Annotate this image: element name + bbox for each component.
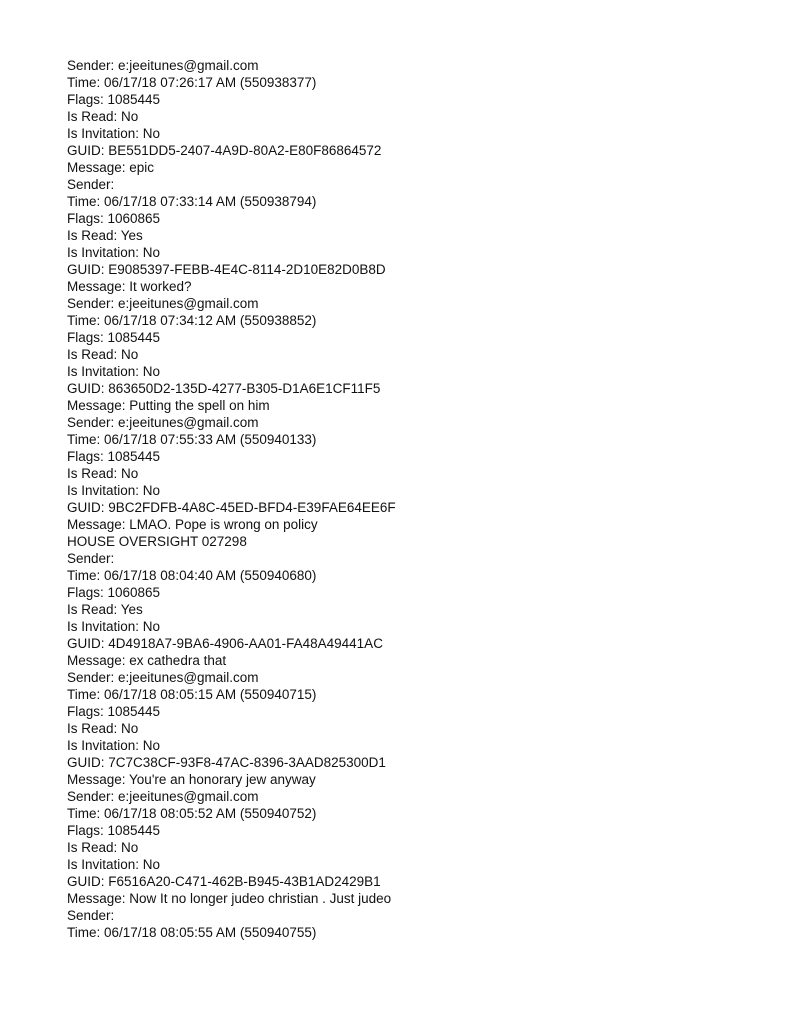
is-invitation-line: Is Invitation: No — [67, 738, 161, 753]
is-read-line: Is Read: No — [67, 466, 139, 481]
sender-line: Sender: — [67, 908, 115, 923]
sender-line: Sender: — [67, 177, 115, 192]
time-line: Time: 06/17/18 08:05:15 AM (550940715) — [67, 687, 317, 702]
is-invitation-line: Is Invitation: No — [67, 483, 161, 498]
message-line: Message: LMAO. Pope is wrong on policy — [67, 517, 318, 532]
guid-line: GUID: 9BC2FDFB-4A8C-45ED-BFD4-E39FAE64EE6F — [67, 500, 396, 515]
time-line: Time: 06/17/18 07:34:12 AM (550938852) — [67, 313, 317, 328]
is-read-line: Is Read: Yes — [67, 602, 143, 617]
guid-line: GUID: E9085397-FEBB-4E4C-8114-2D10E82D0B8D — [67, 262, 386, 277]
bates-stamp: HOUSE OVERSIGHT 027298 — [67, 534, 247, 549]
time-line: Time: 06/17/18 08:05:55 AM (550940755) — [67, 925, 317, 940]
is-invitation-line: Is Invitation: No — [67, 857, 161, 872]
is-read-line: Is Read: No — [67, 721, 139, 736]
is-invitation-line: Is Invitation: No — [67, 126, 161, 141]
sender-line: Sender: e:jeeitunes@gmail.com — [67, 58, 259, 73]
time-line: Time: 06/17/18 07:55:33 AM (550940133) — [67, 432, 317, 447]
message-line: Message: epic — [67, 160, 155, 175]
message-line: Message: It worked? — [67, 279, 192, 294]
guid-line: GUID: 863650D2-135D-4277-B305-D1A6E1CF11F5 — [67, 381, 381, 396]
message-line: Message: You're an honorary jew anyway — [67, 772, 316, 787]
is-read-line: Is Read: No — [67, 109, 139, 124]
message-line: Message: Now It no longer judeo christian . Just judeo — [67, 891, 392, 906]
time-line: Time: 06/17/18 07:33:14 AM (550938794) — [67, 194, 317, 209]
guid-line: GUID: BE551DD5-2407-4A9D-80A2-E80F86864572 — [67, 143, 382, 158]
is-read-line: Is Read: No — [67, 840, 139, 855]
message-log — [67, 57, 767, 941]
guid-line: GUID: F6516A20-C471-462B-B945-43B1AD2429B1 — [67, 874, 381, 889]
sender-line: Sender: e:jeeitunes@gmail.com — [67, 296, 259, 311]
message-line: Message: ex cathedra that — [67, 653, 227, 668]
sender-line: Sender: e:jeeitunes@gmail.com — [67, 670, 259, 685]
flags-line: Flags: 1085445 — [67, 449, 161, 464]
flags-line: Flags: 1085445 — [67, 92, 161, 107]
flags-line: Flags: 1085445 — [67, 823, 161, 838]
flags-line: Flags: 1085445 — [67, 330, 161, 345]
time-line: Time: 06/17/18 07:26:17 AM (550938377) — [67, 75, 317, 90]
sender-line: Sender: e:jeeitunes@gmail.com — [67, 789, 259, 804]
is-read-line: Is Read: Yes — [67, 228, 143, 243]
flags-line: Flags: 1060865 — [67, 211, 161, 226]
guid-line: GUID: 7C7C38CF-93F8-47AC-8396-3AAD825300D1 — [67, 755, 386, 770]
time-line: Time: 06/17/18 08:04:40 AM (550940680) — [67, 568, 317, 583]
sender-line: Sender: e:jeeitunes@gmail.com — [67, 415, 259, 430]
is-invitation-line: Is Invitation: No — [67, 619, 161, 634]
is-read-line: Is Read: No — [67, 347, 139, 362]
is-invitation-line: Is Invitation: No — [67, 245, 161, 260]
time-line: Time: 06/17/18 08:05:52 AM (550940752) — [67, 806, 317, 821]
message-line: Message: Putting the spell on him — [67, 398, 270, 413]
flags-line: Flags: 1085445 — [67, 704, 161, 719]
flags-line: Flags: 1060865 — [67, 585, 161, 600]
sender-line: Sender: — [67, 551, 115, 566]
is-invitation-line: Is Invitation: No — [67, 364, 161, 379]
guid-line: GUID: 4D4918A7-9BA6-4906-AA01-FA48A49441AC — [67, 636, 383, 651]
